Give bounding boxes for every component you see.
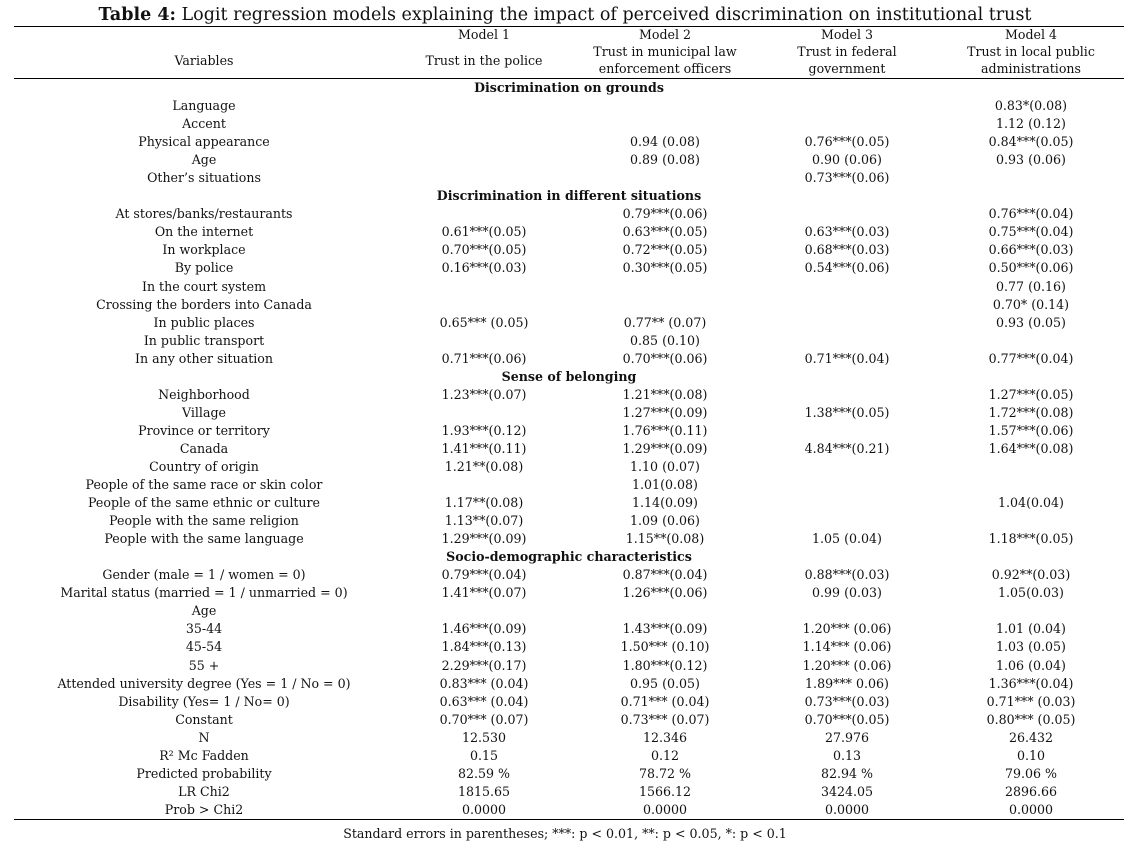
model-1-cell: 0.16***(0.03) [441, 260, 527, 276]
model-4-cell: 0.50***(0.06) [988, 260, 1074, 276]
model-3-cell: 0.73***(0.06) [804, 170, 890, 186]
variable-label: In public places [153, 314, 255, 330]
model-2-cell: 1.50*** (0.10) [620, 639, 710, 655]
model-3-cell: 1.89*** 0.06) [805, 675, 889, 691]
model-4-cell: 0.77***(0.04) [988, 350, 1074, 366]
variable-label: LR Chi2 [178, 783, 230, 799]
model-4-cell: 0.93 (0.06) [996, 152, 1066, 168]
variable-label: Marital status (married = 1 / unmarried = 0) [60, 585, 348, 601]
model-2-cell: 1.15**(0.08) [625, 531, 705, 547]
table-row [14, 729, 1124, 747]
model-2-cell [574, 278, 756, 296]
model-4-cell [938, 332, 1124, 350]
model-4-cell: 1.04(0.04) [998, 495, 1064, 511]
model-2-cell: 1.29***(0.09) [622, 440, 708, 456]
variable-label: Disability (Yes= 1 / No= 0) [118, 693, 290, 709]
variable-label: R² Mc Fadden [159, 747, 249, 763]
variable-label: People of the same ethnic or culture [88, 495, 320, 511]
table-row [14, 314, 1124, 332]
model-2-cell: 0.63***(0.05) [622, 224, 708, 240]
model-1-cell: 1815.65 [457, 783, 511, 799]
model-4-cell: 1.72***(0.08) [988, 404, 1074, 420]
variable-label: At stores/banks/restaurants [115, 206, 293, 222]
model-4-cell [938, 602, 1124, 620]
model-2-description-line: Trust in municipal law [593, 44, 737, 59]
model-3-header: Model 3 [756, 27, 938, 44]
model-4-cell: 0.66***(0.03) [988, 242, 1074, 258]
model-4-cell: 0.92**(0.03) [991, 567, 1071, 583]
model-2-cell: 1.80***(0.12) [622, 657, 708, 673]
table-row [14, 693, 1124, 711]
model-1-cell: 1.41***(0.11) [441, 440, 527, 456]
model-3-cell: 0.54***(0.06) [804, 260, 890, 276]
model-4-cell: 1.03 (0.05) [996, 639, 1066, 655]
model-2-cell: 0.94 (0.08) [630, 134, 700, 150]
section-title: Socio-demographic characteristics [446, 549, 692, 565]
variable-label: People with the same language [104, 531, 304, 547]
table-row [14, 620, 1124, 638]
variable-label: Age [191, 152, 217, 168]
model-1-cell [394, 151, 574, 169]
model-1-cell: 1.29***(0.09) [441, 531, 527, 547]
variable-label: 45-54 [185, 639, 223, 655]
model-2-header: Model 2 [574, 27, 756, 44]
model-2-description [574, 43, 756, 79]
model-3-cell: 0.68***(0.03) [804, 242, 890, 258]
model-3-cell: 82.94 % [820, 765, 874, 781]
model-2-cell: 78.72 % [638, 765, 692, 781]
model-3-cell: 1.20*** (0.06) [802, 657, 892, 673]
model-1-cell: 0.71***(0.06) [441, 350, 527, 366]
variable-label: By police [174, 260, 234, 276]
model-2-cell: 1.43***(0.09) [622, 621, 708, 637]
model-4-cell: 0.76***(0.04) [988, 206, 1074, 222]
variable-label: Country of origin [149, 458, 259, 474]
variable-label: Physical appearance [138, 134, 270, 150]
variables-header: Variables [14, 43, 394, 79]
table-row [14, 169, 1124, 187]
section-header-row [14, 368, 1124, 386]
variable-label: Village [182, 404, 226, 420]
model-3-cell: 0.63***(0.03) [804, 224, 890, 240]
table-row [14, 404, 1124, 422]
model-3-cell: 0.88***(0.03) [804, 567, 890, 583]
table-row [14, 530, 1124, 548]
model-3-cell: 0.99 (0.03) [812, 585, 882, 601]
variable-label: Prob > Chi2 [14, 801, 394, 820]
header-spacer [14, 27, 394, 44]
table-row [14, 296, 1124, 314]
model-2-cell: 0.12 [650, 747, 680, 763]
model-2-cell: 0.79***(0.06) [622, 206, 708, 222]
table-row [14, 440, 1124, 458]
model-1-cell: 1.93***(0.12) [441, 422, 527, 438]
table-row [14, 747, 1124, 765]
model-4-cell: 0.10 [1016, 747, 1046, 763]
variable-label: Crossing the borders into Canada [96, 296, 312, 312]
variable-label: On the internet [154, 224, 254, 240]
table-row [14, 711, 1124, 729]
model-1-cell: 1.13**(0.07) [444, 513, 524, 529]
model-3-cell [756, 97, 938, 115]
model-2-cell: 1.01(0.08) [632, 477, 698, 493]
model-4-cell: 1.36***(0.04) [988, 675, 1074, 691]
variable-label: In workplace [162, 242, 246, 258]
model-2-cell [574, 115, 756, 133]
table-row [14, 494, 1124, 512]
variable-label: Neighborhood [158, 386, 250, 402]
variable-label: People of the same race or skin color [85, 477, 323, 493]
model-1-cell: 0.63*** (0.04) [439, 693, 529, 709]
table-row [14, 566, 1124, 584]
model-1-cell: 1.21**(0.08) [444, 458, 524, 474]
model-3-cell: 0.70***(0.05) [804, 711, 890, 727]
table-row [14, 602, 1124, 620]
model-2-cell: 0.70***(0.06) [622, 350, 708, 366]
model-4-cell: 0.71*** (0.03) [986, 693, 1076, 709]
variable-label: Gender (male = 1 / women = 0) [102, 567, 306, 583]
section-title: Discrimination in different situations [436, 188, 702, 204]
model-4-cell: 1.05(0.03) [998, 585, 1064, 601]
table-row [14, 512, 1124, 530]
table-title [0, 4, 1130, 26]
regression-table [14, 26, 1124, 820]
model-4-cell: 1.01 (0.04) [996, 621, 1066, 637]
variable-label: Constant [175, 711, 233, 727]
model-2-cell: 0.89 (0.08) [630, 152, 700, 168]
model-1-description [394, 43, 574, 79]
model-3-cell: 1.14*** (0.06) [802, 639, 892, 655]
table-row [14, 422, 1124, 440]
table-row [14, 223, 1124, 241]
section-title: Discrimination on grounds [474, 80, 664, 95]
table-row [14, 133, 1124, 151]
variable-label: N [198, 729, 210, 745]
model-1-description-line: Trust in the police [425, 52, 543, 68]
model-2-cell: 1566.12 [638, 783, 692, 799]
model-3-cell: 27.976 [824, 729, 870, 745]
model-2-description-line: enforcement officers [598, 61, 732, 76]
model-1-cell: 0.70***(0.05) [441, 242, 527, 258]
section-title: Sense of belonging [501, 368, 637, 384]
model-1-cell: 1.41***(0.07) [441, 585, 527, 601]
model-3-cell: 1.38***(0.05) [804, 404, 890, 420]
table-row [14, 584, 1124, 602]
model-1-cell: 82.59 % [457, 765, 511, 781]
model-1-cell: 2.29***(0.17) [441, 657, 527, 673]
model-4-cell: 1.57***(0.06) [988, 422, 1074, 438]
model-4-cell [938, 169, 1124, 187]
variable-label: Accent [182, 116, 226, 132]
model-1-cell: 0.70*** (0.07) [439, 711, 529, 727]
model-1-cell: 0.79***(0.04) [441, 567, 527, 583]
table-row [14, 205, 1124, 223]
table-row [14, 675, 1124, 693]
model-2-cell: 0.87***(0.04) [622, 567, 708, 583]
model-1-cell: 1.46***(0.09) [441, 621, 527, 637]
table-row [14, 151, 1124, 169]
table-row [14, 765, 1124, 783]
table-row [14, 638, 1124, 656]
model-1-cell: 1.84***(0.13) [441, 639, 527, 655]
variable-header-row [14, 43, 1124, 79]
model-3-cell: 0.73***(0.03) [804, 693, 890, 709]
variable-label: Language [172, 98, 236, 114]
variable-label: Canada [179, 440, 229, 456]
model-3-cell: 1.05 (0.04) [812, 531, 882, 547]
model-4-cell: 0.77 (0.16) [996, 278, 1066, 294]
model-4-cell: 0.0000 [938, 801, 1124, 820]
variable-label: Age [191, 603, 217, 619]
table-number: Table 4: [98, 5, 176, 25]
model-4-cell: 1.12 (0.12) [996, 116, 1066, 132]
model-4-cell: 2896.66 [1004, 783, 1058, 799]
table-row [14, 278, 1124, 296]
model-4-cell: 0.83*(0.08) [994, 98, 1068, 114]
model-2-cell: 1.10 (0.07) [630, 458, 700, 474]
table-row [14, 350, 1124, 368]
model-2-cell: 1.27***(0.09) [622, 404, 708, 420]
section-header-row [14, 79, 1124, 98]
model-3-cell [756, 115, 938, 133]
model-2-cell: 0.85 (0.10) [630, 332, 700, 348]
model-2-cell: 1.14(0.09) [632, 495, 698, 511]
model-4-header: Model 4 [938, 27, 1124, 44]
model-3-cell: 0.90 (0.06) [812, 152, 882, 168]
variable-label: People with the same religion [109, 513, 299, 529]
model-4-cell [938, 476, 1124, 494]
model-header-row [14, 27, 1124, 44]
variable-label: 35-44 [185, 621, 223, 637]
model-2-cell: 0.73*** (0.07) [620, 711, 710, 727]
variable-label: Attended university degree (Yes = 1 / No = 0) [57, 675, 351, 691]
model-4-description [938, 43, 1124, 79]
variable-label: In the court system [141, 278, 267, 294]
model-3-cell: 0.71***(0.04) [804, 350, 890, 366]
model-4-cell: 0.75***(0.04) [988, 224, 1074, 240]
model-3-cell [756, 602, 938, 620]
model-3-description [756, 43, 938, 79]
model-3-cell [756, 512, 938, 530]
model-2-cell: 1.26***(0.06) [622, 585, 708, 601]
model-2-cell: 0.72***(0.05) [622, 242, 708, 258]
model-3-cell: 0.13 [832, 747, 862, 763]
model-1-cell [394, 476, 574, 494]
model-4-cell: 1.18***(0.05) [988, 531, 1074, 547]
model-3-cell [756, 332, 938, 350]
model-3-cell [756, 494, 938, 512]
model-3-cell [756, 205, 938, 223]
model-2-cell: 0.0000 [574, 801, 756, 820]
model-4-description-line: administrations [981, 61, 1081, 76]
model-1-cell [394, 404, 574, 422]
table-row [14, 97, 1124, 115]
model-1-cell [394, 115, 574, 133]
model-2-cell [574, 602, 756, 620]
model-3-cell [756, 296, 938, 314]
model-4-cell: 0.84***(0.05) [988, 134, 1074, 150]
model-3-cell: 1.20*** (0.06) [802, 621, 892, 637]
table-row [14, 259, 1124, 277]
model-1-cell [394, 296, 574, 314]
model-1-cell: 12.530 [461, 729, 507, 745]
table-row [14, 801, 1124, 820]
model-4-cell: 0.70* (0.14) [992, 296, 1070, 312]
model-4-cell: 26.432 [1008, 729, 1054, 745]
table-row [14, 476, 1124, 494]
variable-label: Province or territory [138, 422, 270, 438]
variable-label: Predicted probability [136, 765, 272, 781]
model-3-cell [756, 458, 938, 476]
model-3-cell [756, 386, 938, 404]
table-row [14, 458, 1124, 476]
variable-label: In public transport [143, 332, 265, 348]
model-2-cell: 1.09 (0.06) [630, 513, 700, 529]
model-3-cell: 0.76***(0.05) [804, 134, 890, 150]
model-4-cell: 79.06 % [1004, 765, 1058, 781]
model-3-description-line: government [808, 61, 886, 76]
model-3-cell: 4.84***(0.21) [804, 440, 890, 456]
model-3-cell: 3424.05 [820, 783, 874, 799]
variable-label: Other’s situations [147, 170, 261, 186]
model-1-cell [394, 278, 574, 296]
model-1-cell: 1.23***(0.07) [441, 386, 527, 402]
model-2-cell [574, 169, 756, 187]
model-2-cell: 0.30***(0.05) [622, 260, 708, 276]
model-1-cell: 0.83*** (0.04) [439, 675, 529, 691]
variable-label: In any other situation [134, 350, 273, 366]
model-4-cell [938, 512, 1124, 530]
section-header-row [14, 187, 1124, 205]
model-1-cell: 0.65*** (0.05) [439, 314, 529, 330]
model-3-cell [756, 314, 938, 332]
model-4-cell: 1.64***(0.08) [988, 440, 1074, 456]
model-4-cell [938, 458, 1124, 476]
model-2-cell: 1.21***(0.08) [622, 386, 708, 402]
model-1-cell [394, 332, 574, 350]
model-3-description-line: Trust in federal [797, 44, 897, 59]
section-header-row [14, 548, 1124, 566]
model-3-cell [756, 476, 938, 494]
model-2-cell: 0.77** (0.07) [623, 314, 707, 330]
table-row [14, 783, 1124, 801]
model-1-cell [394, 602, 574, 620]
model-2-cell: 0.95 (0.05) [630, 675, 700, 691]
model-4-description-line: Trust in local public [967, 44, 1095, 59]
model-4-cell: 1.06 (0.04) [996, 657, 1066, 673]
table-row [14, 386, 1124, 404]
model-1-header: Model 1 [394, 27, 574, 44]
table-row [14, 241, 1124, 259]
model-4-cell: 0.80*** (0.05) [986, 711, 1076, 727]
footnote: Standard errors in parentheses; ***: p < 0.01, **: p < 0.05, *: p < 0.1 [343, 826, 787, 841]
model-4-cell: 1.27***(0.05) [988, 386, 1074, 402]
model-1-cell: 0.61***(0.05) [441, 224, 527, 240]
model-2-cell: 1.76***(0.11) [622, 422, 708, 438]
model-2-cell: 12.346 [642, 729, 688, 745]
model-2-cell [574, 296, 756, 314]
model-3-cell: 0.0000 [756, 801, 938, 820]
model-4-cell: 0.93 (0.05) [996, 314, 1066, 330]
model-1-cell [394, 97, 574, 115]
model-3-cell [756, 422, 938, 440]
model-1-cell: 0.0000 [394, 801, 574, 820]
model-2-cell: 0.71*** (0.04) [620, 693, 710, 709]
table-caption: Logit regression models explaining the impact of perceived discrimination on institutional trust [175, 5, 1032, 25]
variable-label: 55 + [188, 657, 220, 673]
model-3-cell [756, 278, 938, 296]
table-row [14, 115, 1124, 133]
model-1-cell [394, 205, 574, 223]
table-row [14, 657, 1124, 675]
model-1-cell: 0.15 [469, 747, 499, 763]
model-1-cell: 1.17**(0.08) [444, 495, 524, 511]
table-row [14, 332, 1124, 350]
model-1-cell [394, 169, 574, 187]
model-2-cell [574, 97, 756, 115]
model-1-cell [394, 133, 574, 151]
table-body [14, 79, 1124, 820]
